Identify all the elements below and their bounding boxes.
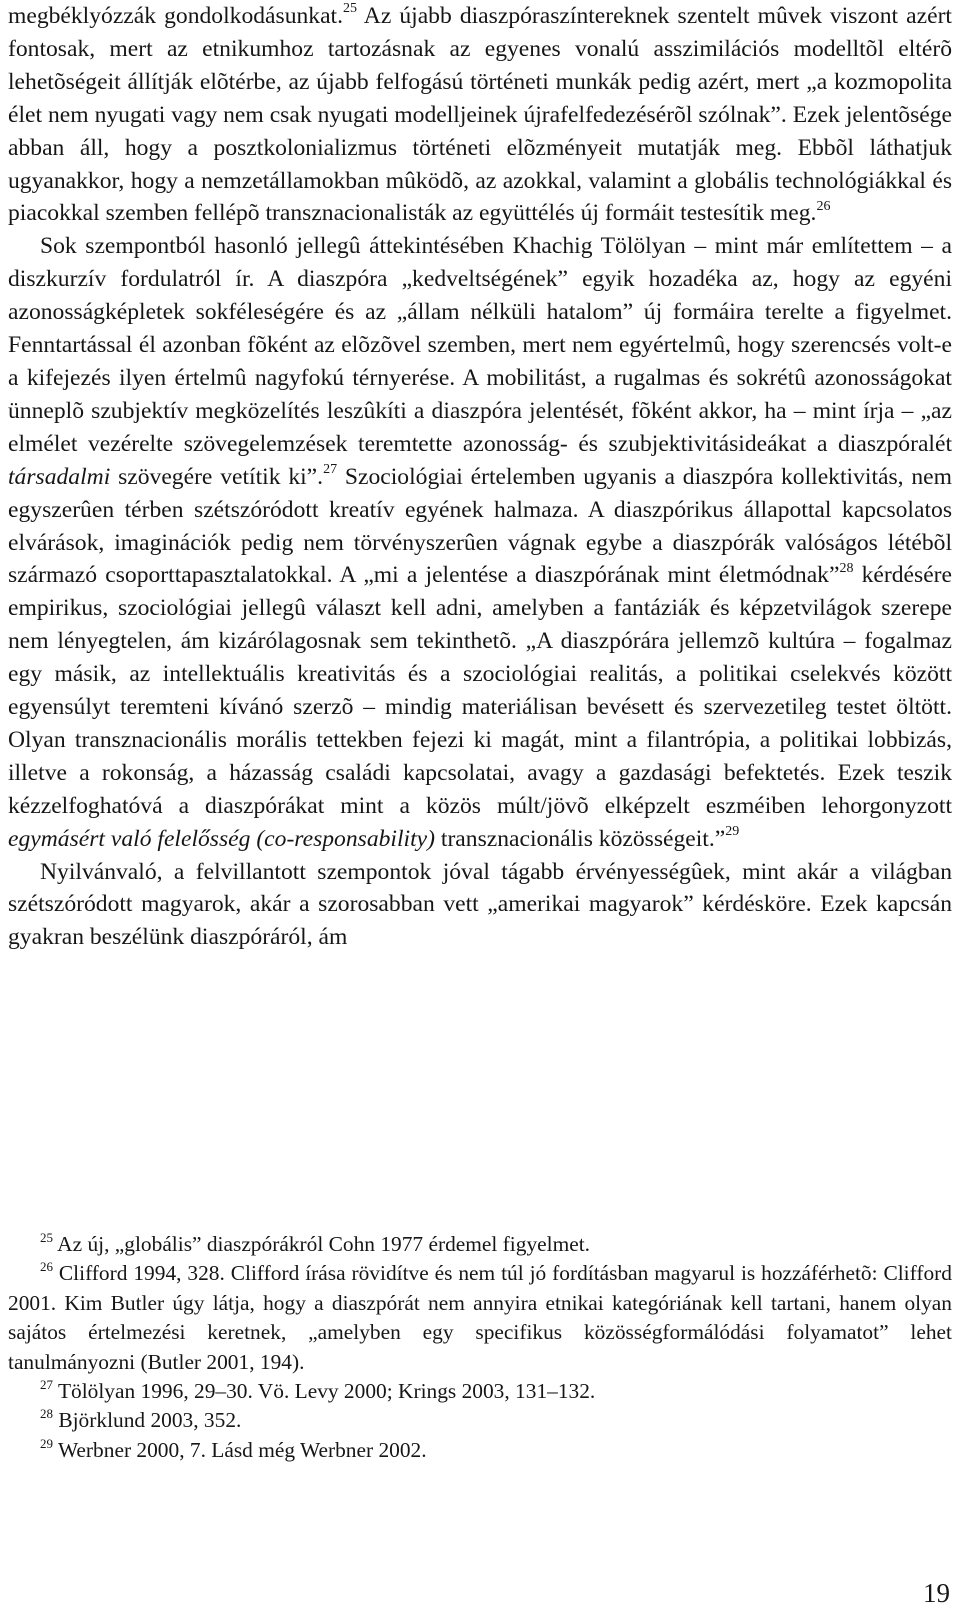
text-run: szövegére vetítik ki”.	[110, 463, 324, 490]
footnote	[8, 1377, 952, 1406]
footnote-number: 28	[40, 1406, 53, 1422]
italic-text: társadalmi	[8, 463, 111, 490]
footnote	[8, 1436, 952, 1465]
page-body	[8, 0, 952, 954]
footnotes	[8, 1230, 952, 1465]
body-text	[8, 0, 952, 954]
paragraph	[8, 230, 952, 855]
footnote-text: Werbner 2000, 7. Lásd még Werbner 2002.	[53, 1437, 427, 1462]
footnote-text: Az új, „globális” diaszpórákról Cohn 1977 érdemel figyelmet.	[53, 1232, 591, 1256]
text-run: Az újabb diaszpóraszíntereknek szentelt mûvek viszont azért fontosak, mert az etnikumhoz tartozásnak az egyenes vonalú asszimilációs modelltõl eltérõ lehetõségeit állítják elõtérbe, az újabb felfogású történeti munkák pedig azért, mert „a kozmopolita élet nem nyugati vagy nem csak nyugati modelljeinek újrafelfedezésérõl szólnak”. Ezek jelentõsége abban áll, hogy a posztkolonializmus történeti elõzményeit mutatják meg. Ebbõl láthatjuk ugyanakkor, hogy a nemzetállamokban mûködõ, az azokkal, valamint a globális technológiákkal és piacokkal szemben fellépõ transznacionalisták az együttélés új formáit testesítik meg.	[8, 3, 952, 227]
footnote	[8, 1230, 952, 1259]
footnote	[8, 1406, 952, 1435]
italic-text: egymásért való felelősség (co-responsability)	[8, 825, 435, 852]
footnote-text: Clifford 1994, 328. Clifford írása rövidítve és nem túl jó fordításban magyarul is hozzáférhetõ: Clifford 2001. Kim Butler úgy látja, hogy a diaszpórát nem annyira etnikai kategóriának kell tartani, hanem olyan sajátos értelmezési keretnek, „amelyben egy specifikus közösségformálódási folyamatot” lehet tanulmányozni (Butler 2001, 194).	[8, 1261, 952, 1374]
footnote-number: 25	[40, 1229, 53, 1245]
text-run: Szociológiai értelemben ugyanis a diaszpóra kollektivitás, nem egyszerûen térben szétszóródott kreatív egyének halmaza. A diaszpórikus állapottal kapcsolatos elvárások, imaginációk pedig nem törvényszerûen vágnak egybe a diaszpórák valóságos létébõl származó csoporttapasztalatokkal. A „mi a jelentése a diaszpórának mint életmódnak”	[8, 463, 952, 589]
footnote-text: Björklund 2003, 352.	[53, 1408, 242, 1433]
page-number: 19	[923, 1578, 950, 1608]
text-run: Sok szempontból hasonló jellegû áttekintésében Khachig Tölölyan – mint már említettem – a diszkurzív fordulatról ír. A diaszpóra „kedveltségének” egyik hozadéka az, hogy az egyéni azonosságképletek sokféleségére és az „állam nélküli hatalom” új formáira terelte a figyelmet. Fenntartással él azonban fõként az elõzõvel szemben, mert nem egyértelmû, hogy szerencsés volt-e a kifejezés ilyen értelmû nagyfokú térnyerése. A mobilitást, a rugalmas és sokrétû azonosságokat ünneplõ szubjektív megközelítés leszûkíti a diaszpóra jelentését, fõként akkor, ha – mint írja – „az elmélet vezérelte szövegelemzések teremtette azonosság- és szubjektivitásideákat a diaszpóralét	[8, 233, 952, 457]
text-run: kérdésére empirikus, szociológiai jellegû választ kell adni, amelyben a fantáziák és képzetvilágok szerepe nem lényegtelen, ám kizárólagosnak sem tekinthetõ. „A diaszpórára jellemzõ kultúra – fogalmaz egy másik, az intellektuális kreativitás és a szociológiai realitás, a politikai cselekvés között egyensúlyt teremteni kívánó szerzõ – mindig materiálisan bevésett és szervezetileg testet öltött. Olyan transznacionális morális tettekben fejezi ki magát, mint a filantrópia, a politikai lobbizás, illetve a rokonság, a házasság családi kapcsolatai, avagy a gazdasági befektetés. Ezek teszik kézzelfoghatóvá a diaszpórákat mint a közös múlt/jövõ elképzelt eszméiben lehorgonyzott	[8, 562, 952, 819]
footnote-number: 27	[40, 1376, 53, 1392]
footnote-number: 29	[40, 1435, 53, 1451]
footnote-reference: 28	[839, 560, 854, 576]
footnote-reference: 29	[725, 823, 740, 839]
footnote-reference: 25	[343, 1, 358, 17]
footnote-reference: 27	[323, 461, 338, 477]
footnote-reference: 26	[816, 198, 831, 214]
paragraph	[8, 0, 952, 230]
footnote-number: 26	[40, 1259, 53, 1275]
paragraph	[8, 856, 952, 955]
text-run: megbéklyózzák gondolkodásunkat.	[8, 3, 344, 29]
footnote-text: Tölölyan 1996, 29–30. Vö. Levy 2000; Krings 2003, 131–132.	[53, 1379, 596, 1404]
footnote	[8, 1259, 952, 1377]
text-run: transznacionális közösségeit.”	[434, 825, 726, 852]
text-run: Nyilvánvaló, a felvillantott szempontok jóval tágabb érvényességûek, mint akár a világban szétszóródott magyarok, akár a szorosabban vett „amerikai magyarok” kérdésköre. Ezek kapcsán gyakran beszélünk diaszpóráról, ám	[8, 858, 952, 951]
